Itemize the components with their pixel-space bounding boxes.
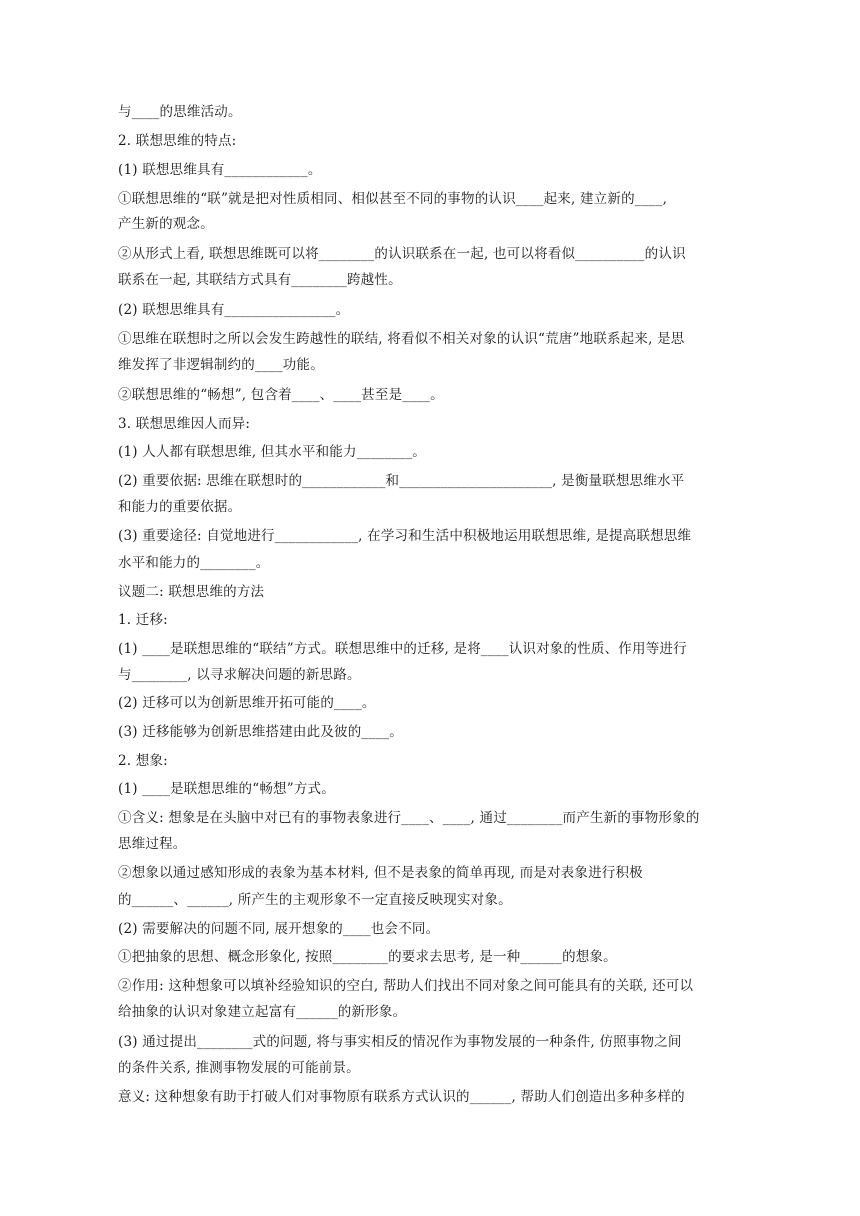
text-line: 与________, 以寻求解决问题的新思路。 xyxy=(118,667,361,683)
text-line: 给抽象的认识对象建立起富有______的新形象。 xyxy=(118,1004,407,1020)
text-line: ①含义: 想象是在头脑中对已有的事物表象进行____、____, 通过________而产生新的事物形象的 xyxy=(118,810,700,826)
text-line: 和能力的重要依据。 xyxy=(118,499,242,515)
text-line: 水平和能力的________。 xyxy=(118,555,270,571)
text-line: (2) 需要解决的问题不同, 展开想象的____也会不同。 xyxy=(118,921,440,937)
text-line: 的______、______, 所产生的主观形象不一定直接反映现实对象。 xyxy=(118,892,512,908)
text-line: 与____的思维活动。 xyxy=(118,104,242,120)
section-heading: 2. 联想思维的特点: xyxy=(118,133,237,149)
text-line: (1) ____是联想思维的“联结”方式。联想思维中的迁移, 是将____认识对象的性质、作用等进行 xyxy=(118,641,687,657)
text-line: 意义: 这种想象有助于打破人们对事物原有联系方式认识的______, 帮助人们创造出多种多样的 xyxy=(118,1089,685,1105)
text-line: (1) 联想思维具有____________。 xyxy=(118,162,322,178)
text-line: 维发挥了非逻辑制约的____功能。 xyxy=(118,357,324,373)
text-line: (3) 重要途径: 自觉地进行____________, 在学习和生活中积极地运用联想思维, 是提高联想思维 xyxy=(118,528,692,544)
text-line: 联系在一起, 其联结方式具有________跨越性。 xyxy=(118,272,402,288)
text-line: (2) 联想思维具有________________。 xyxy=(118,302,350,318)
text-line: (3) 通过提出________式的问题, 将与事实相反的情况作为事物发展的一种条件, 仿照事物之间 xyxy=(118,1034,682,1050)
text-line: (2) 迁移可以为创新思维开拓可能的____。 xyxy=(118,695,376,711)
text-line: 思维过程。 xyxy=(118,836,187,852)
text-line: (3) 迁移能够为创新思维搭建由此及彼的____。 xyxy=(118,724,403,740)
text-line: (1) 人人都有联想思维, 但其水平和能力________。 xyxy=(118,444,426,460)
text-line: ②从形式上看, 联想思维既可以将________的认识联系在一起, 也可以将看似__________的认识 xyxy=(118,246,686,262)
text-line: (1) ____是联想思维的“畅想”方式。 xyxy=(118,781,335,797)
text-line: ②想象以通过感知形成的表象为基本材料, 但不是表象的简单再现, 而是对表象进行积极 xyxy=(118,865,643,881)
text-line: 产生新的观念。 xyxy=(118,216,214,232)
text-line: ①把抽象的思想、概念形象化, 按照________的要求去思考, 是一种______的想象。 xyxy=(118,949,617,965)
topic-heading: 议题二: 联想思维的方法 xyxy=(118,584,265,600)
section-heading: 2. 想象: xyxy=(118,753,168,769)
section-heading: 3. 联想思维因人而异: xyxy=(118,416,251,432)
text-line: ②作用: 这种想象可以填补经验知识的空白, 帮助人们找出不同对象之间可能具有的关联, 还可以 xyxy=(118,978,694,994)
text-line: (2) 重要依据: 思维在联想时的____________和______________________, 是衡量联想思维水平 xyxy=(118,473,685,489)
section-heading: 1. 迁移: xyxy=(118,612,168,628)
text-line: ①思维在联想时之所以会发生跨越性的联结, 将看似不相关对象的认识“荒唐”地联系起来, 是思 xyxy=(118,331,685,347)
text-line: ②联想思维的“畅想”, 包含着____、____甚至是____。 xyxy=(118,387,444,403)
text-line: ①联想思维的“联”就是把对性质相同、相似甚至不同的事物的认识____起来, 建立新的____, xyxy=(118,191,668,207)
text-line: 的条件关系, 推测事物发展的可能前景。 xyxy=(118,1060,360,1076)
